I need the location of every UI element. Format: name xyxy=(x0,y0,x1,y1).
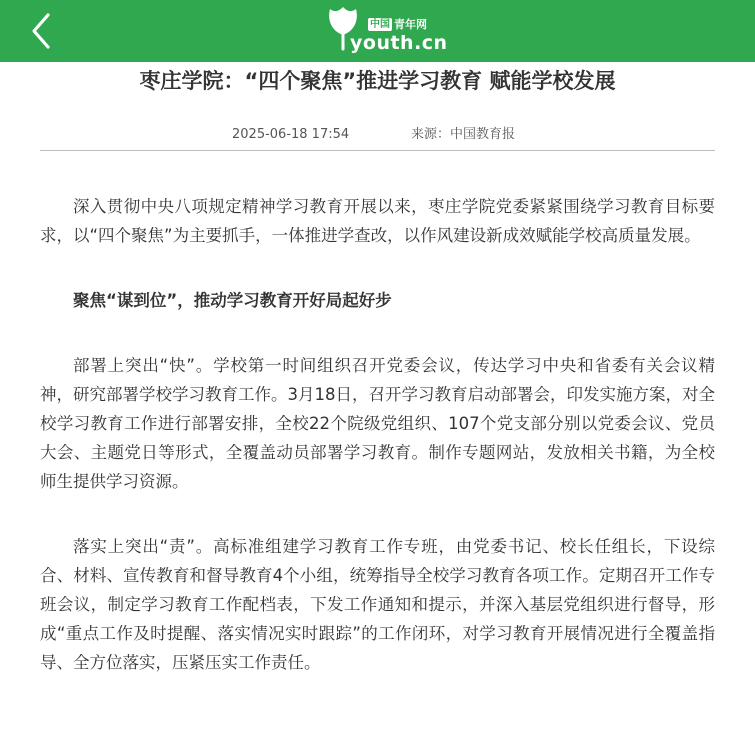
paragraph-responsibility: 落实上突出“责”。高标准组建学习教育工作专班，由党委书记、校长任组长，下设综合、材料、宣传教育和督导教育4个小组，统筹指导全校学习教育各项工作。定期召开工作专班会议，制定学习教育工作配档表，下发工作通知和提示，并深入基层党组织进行督导，形成“重点工作及时提醒、落实情况实时跟踪”的工作闭环，对学习教育开展情况进行全覆盖指导、全方位落实，压紧压实工作责任。 xyxy=(40,537,715,672)
paragraph-intro: 深入贯彻中央八项规定精神学习教育开展以来，枣庄学院党委紧紧围绕学习教育目标要求，以“四个聚焦”为主要抓手，一体推进学查改，以作风建设新成效赋能学校高质量发展。 xyxy=(40,197,715,245)
top-bar xyxy=(0,0,755,62)
section-heading: 聚焦“谋到位”，推动学习教育开好局起好步 xyxy=(73,291,392,310)
article-source: 来源：中国教育报 xyxy=(411,127,516,142)
title-divider xyxy=(40,150,715,151)
logo-badge-mark: 中国 xyxy=(370,18,390,30)
site-logo[interactable] xyxy=(326,5,448,55)
logo-badge-name: 青年网 xyxy=(394,18,427,31)
logo-wordmark: youth.cn xyxy=(350,32,448,54)
logo-badge xyxy=(368,17,427,31)
paragraph-deployment: 部署上突出“快”。学校第一时间组织召开党委会议，传达学习中央和省委有关会议精神，研究部署学校学习教育工作。3月18日，召开学习教育启动部署会，印发实施方案，对全校学习教育工作进行部署安排，全校22个院级党组织、107个党支部分别以党委会议、党员大会、主题党日等形式，全覆盖动员部署学习教育。制作专题网站，发放相关书籍，为全校师生提供学习资源。 xyxy=(40,356,715,491)
article-body xyxy=(40,192,715,713)
article-date: 2025-06-18 17:54 xyxy=(232,127,350,142)
article-title: 枣庄学院：“四个聚焦”推进学习教育 赋能学校发展 xyxy=(139,69,616,93)
chevron-left-icon xyxy=(24,11,64,51)
back-button[interactable] xyxy=(24,11,64,51)
